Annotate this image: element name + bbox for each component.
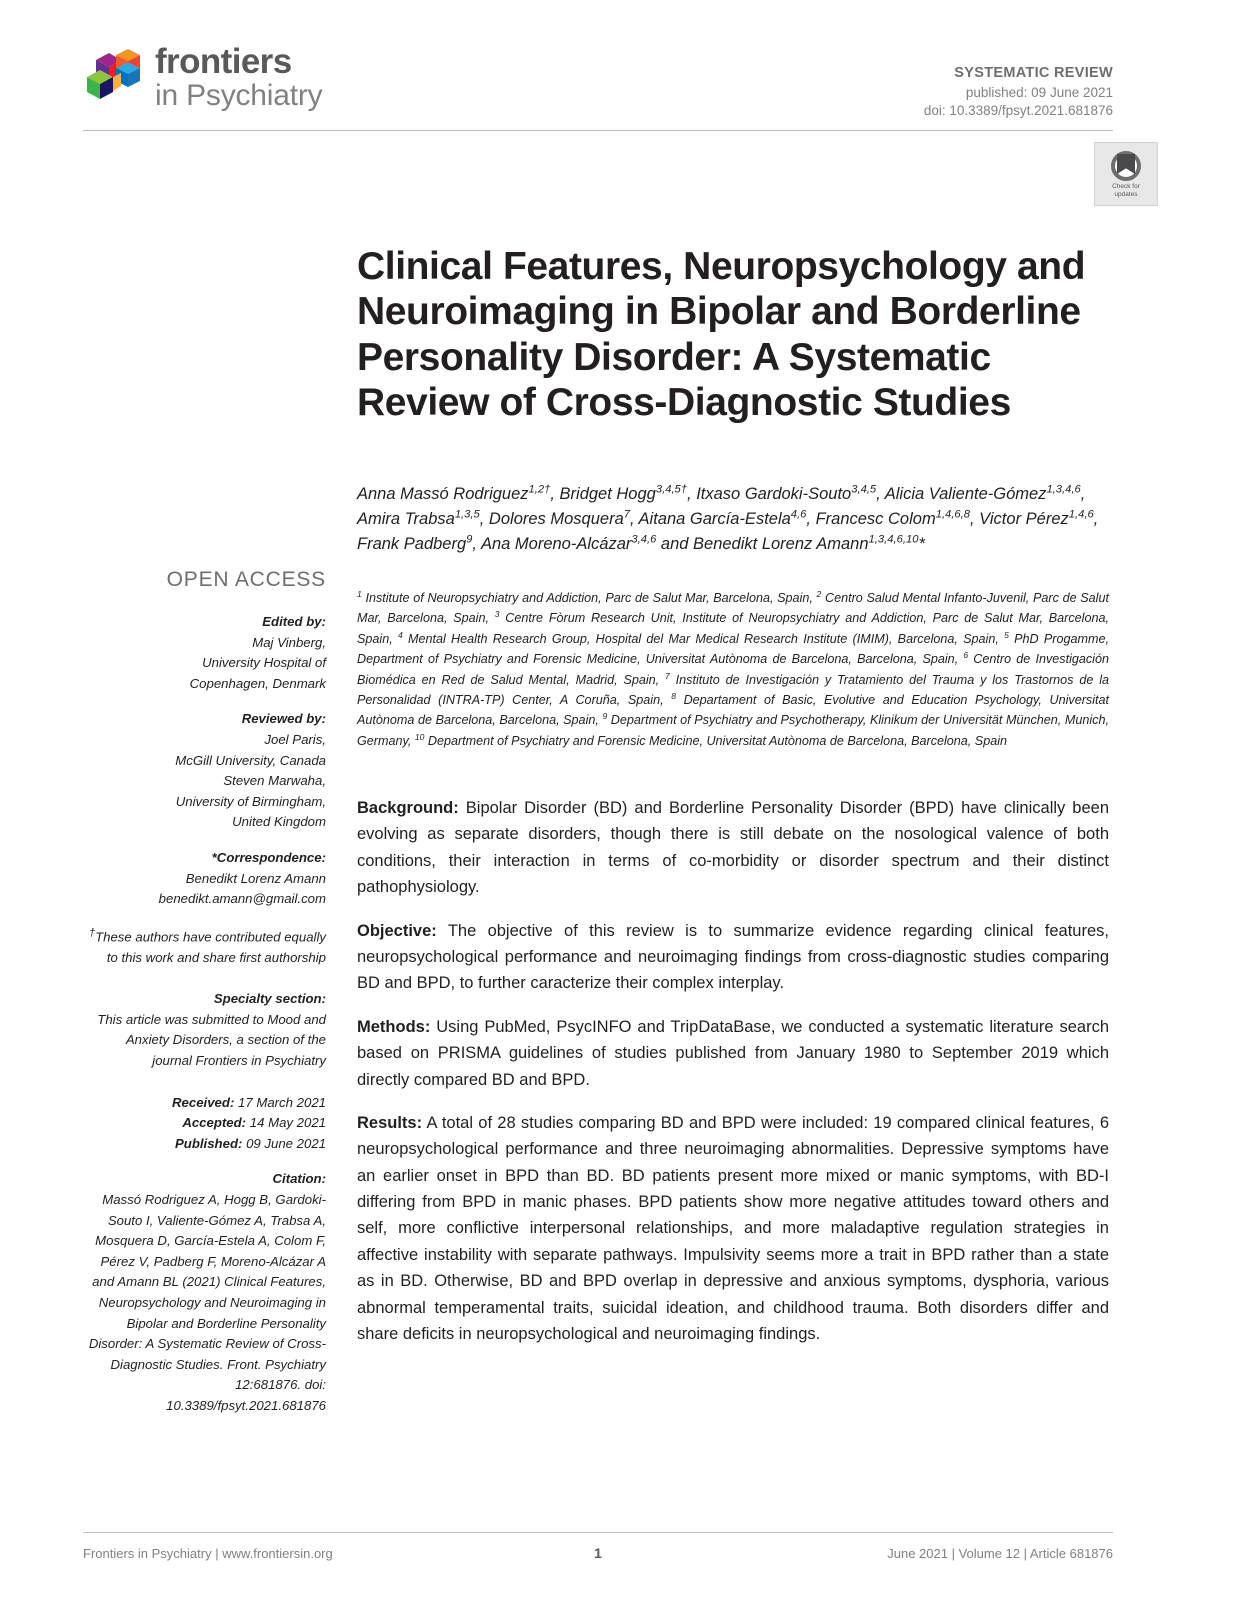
abstract-text: Using PubMed, PsycINFO and TripDataBase, we conducted a systematic literature search based on PRISMA guidelines of studies published from January 1980 to September 2019 which directly compared BD and BPD. xyxy=(357,1017,1109,1089)
reviewed-by-block xyxy=(86,709,326,833)
abstract xyxy=(357,795,1109,1364)
published-line xyxy=(175,1136,326,1151)
reviewed-by-label: Reviewed by: xyxy=(241,711,326,727)
page-number: 1 xyxy=(594,1545,602,1561)
dates-block xyxy=(86,1093,326,1155)
accepted-line xyxy=(182,1115,326,1130)
crossmark-badge[interactable] xyxy=(1094,142,1158,206)
crossmark-label xyxy=(1112,183,1140,198)
specialty-section-block xyxy=(86,989,326,1071)
journal-name-frontiers: frontiers xyxy=(155,42,292,81)
abstract-text: Bipolar Disorder (BD) and Borderline Personality Disorder (BPD) have clinically been evolving as separate disorders, though there is still debate on the nosological valence of both conditions, their interaction in terms of co-morbidity or disorder spectrum and their distinct pathophysiology. xyxy=(357,799,1109,897)
masthead xyxy=(83,44,1113,124)
edited-by-value: Maj Vinberg, University Hospital of Copenhagen, Denmark xyxy=(189,634,326,691)
citation-label: Citation: xyxy=(272,1171,326,1187)
accepted-label: Accepted: xyxy=(182,1115,247,1131)
footer-issue-info: June 2021 | Volume 12 | Article 681876 xyxy=(887,1546,1113,1561)
footer xyxy=(83,1545,1113,1561)
citation-block xyxy=(86,1169,326,1416)
abstract-paragraph xyxy=(357,918,1109,997)
specialty-section-value: This article was submitted to Mood and Anxiety Disorders, a section of the journal Frontiers in Psychiatry xyxy=(97,1011,326,1069)
author-list: Anna Massó Rodriguez$^{1,2\dagger}$, Bridget Hogg$^{3,4,5\dagger}$, Itxaso Gardoki-Souto$^{3,4,5}$, Alicia Valiente-Gómez$^{1,3,4,6}$, Amira Trabsa$^{1,3,5}$, Dolores Mosquera$^7$, Aitana García-Estela$^{4,6}$, Francesc Colom$^{1,4,6,8}$, Victor Pérez$^{1,4,6}$, Frank Padberg$^9$, Ana Moreno-Alcázar$^{3,4,6}$ and Benedikt Lorenz Amann$^{1,3,4,6,10}$* xyxy=(357,483,1099,554)
citation-value: Massó Rodriguez A, Hogg B, Gardoki-Souto I, Valiente-Gómez A, Trabsa A, Mosquera D, García-Estela A, Colom F, Pérez V, Padberg F, Moreno-Alcázar A and Amann BL (2021) Clinical Features, Neuropsychology and Neuroimaging in Bipolar and Borderline Personality Disorder: A Systematic Review of Cross-Diagnostic Studies. Front. Psychiatry 12:681876. doi: 10.3389/fpsyt.2021.681876 xyxy=(88,1192,326,1413)
open-access-label: OPEN ACCESS xyxy=(166,568,326,591)
published-date: published: 09 June 2021 xyxy=(965,84,1113,100)
abstract-text: The objective of this review is to summarize evidence regarding clinical features, neuropsychological performance and neuroimaging findings from cross-diagnostic studies comparing BD and BPD, to further caracterize their complex interplay. xyxy=(357,921,1109,993)
sidebar xyxy=(86,568,326,1432)
article-type: SYSTEMATIC REVIEW xyxy=(954,65,1113,81)
received-line xyxy=(172,1095,326,1110)
affiliations: $^1$ Institute of Neuropsychiatry and Addiction, Parc de Salut Mar, Barcelona, Spain, $^2$ Centro Salud Mental Infanto-Juvenil, Parc de Salut Mar, Barcelona, Spain, $^3$ Centre Fòrum Research Unit, Institute of Neuropsychiatry and Addiction, Parc de Salut Mar, Barcelona, Spain, $^4$ Mental Health Research Group, Hospital del Mar Medical Research Institute (IMIM), Barcelona, Spain, $^5$ PhD Progamme, Department of Psychiatry and Forensic Medicine, Universitat Autònoma de Barcelona, Barcelona, Spain, $^6$ Centro de Investigación Biomédica en Red de Salud Mental, Madrid, Spain, $^7$ Instituto de Investigación y Tratamiento del Trauma y los Trastornos de la Personalidad (INTRA-TP) Center, A Coruña, Spain, $^8$ Departament of Basic, Evolutive and Education Psychology, Universitat Autònoma de Barcelona, Barcelona, Spain, $^9$ Department of Psychiatry and Psychotherapy, Klinikum der Universität München, Munich, Germany, $^{10}$ Department of Psychiatry and Forensic Medicine, Universitat Autònoma de Barcelona, Barcelona, Spain xyxy=(357,588,1110,748)
abstract-heading: Background: xyxy=(357,799,459,817)
journal-logo-text xyxy=(155,44,322,111)
specialty-section-label: Specialty section: xyxy=(213,991,326,1007)
doi[interactable]: doi: 10.3389/fpsyt.2021.681876 xyxy=(923,103,1113,119)
accepted-value: 14 May 2021 xyxy=(249,1115,326,1131)
frontiers-logo-icon xyxy=(83,46,145,112)
published-value: 09 June 2021 xyxy=(246,1135,326,1151)
reviewed-by-value: Joel Paris, McGill University, Canada Steven Marwaha, University of Birmingham, United Kingdom xyxy=(175,731,326,830)
correspondence-label: *Correspondence: xyxy=(211,849,326,865)
published-label: Published: xyxy=(174,1135,243,1151)
footer-divider xyxy=(83,1532,1113,1533)
equal-contribution-note: †These authors have contributed equally to this work and share first authorship xyxy=(88,926,326,965)
crossmark-label-line2: updates xyxy=(1114,190,1138,198)
abstract-text: A total of 28 studies comparing BD and BPD were included: 19 compared clinical features, 6 neuropsychological performance and three neuroimaging abnormalities. Depressive symptoms have an earlier onset in BPD than BD. BD patients present more mixed or manic symptoms, with BD-I differing from BPD in manic phases. BPD patients show more negative attitudes toward others and self, more conflictive interpersonal relationships, and more maladaptive regulation strategies in affective instability with separate pathways. Impulsivity seems more a trait in BPD rather than a state as in BD. Otherwise, BD and BPD overlap in depressive and anxious symptoms, dysphoria, various abnormal temperamental traits, suicidal ideation, and childhood trauma. Both disorders differ and share deficits in neuropsychological and neuroimaging findings. xyxy=(357,1113,1109,1344)
abstract-paragraph xyxy=(357,795,1109,901)
edited-by-label: Edited by: xyxy=(262,614,326,629)
header-divider xyxy=(83,130,1113,131)
abstract-heading: Methods: xyxy=(357,1017,431,1036)
received-label: Received: xyxy=(172,1094,235,1110)
edited-by-block xyxy=(86,612,326,694)
footer-journal-url[interactable]: Frontiers in Psychiatry | www.frontiersin.org xyxy=(83,1546,333,1561)
crossmark-icon xyxy=(1111,151,1141,181)
correspondence-block xyxy=(86,848,326,910)
journal-name-discipline: in Psychiatry xyxy=(155,79,323,112)
abstract-paragraph xyxy=(357,1014,1109,1093)
abstract-paragraph xyxy=(357,1110,1109,1348)
correspondence-value[interactable]: Benedikt Lorenz Amann benedikt.amann@gmail.com xyxy=(158,870,326,907)
page-title: Clinical Features, Neuropsychology and Neuroimaging in Bipolar and Borderline Personality Disorder: A Systematic Review of Cross-Diagnostic Studies xyxy=(357,245,1086,424)
crossmark-label-line1: Check for xyxy=(1112,183,1140,191)
received-value: 17 March 2021 xyxy=(238,1094,326,1110)
abstract-heading: Results: xyxy=(357,1113,423,1132)
journal-logo[interactable] xyxy=(83,44,322,112)
abstract-heading: Objective: xyxy=(357,921,437,940)
header-meta xyxy=(924,64,1113,121)
